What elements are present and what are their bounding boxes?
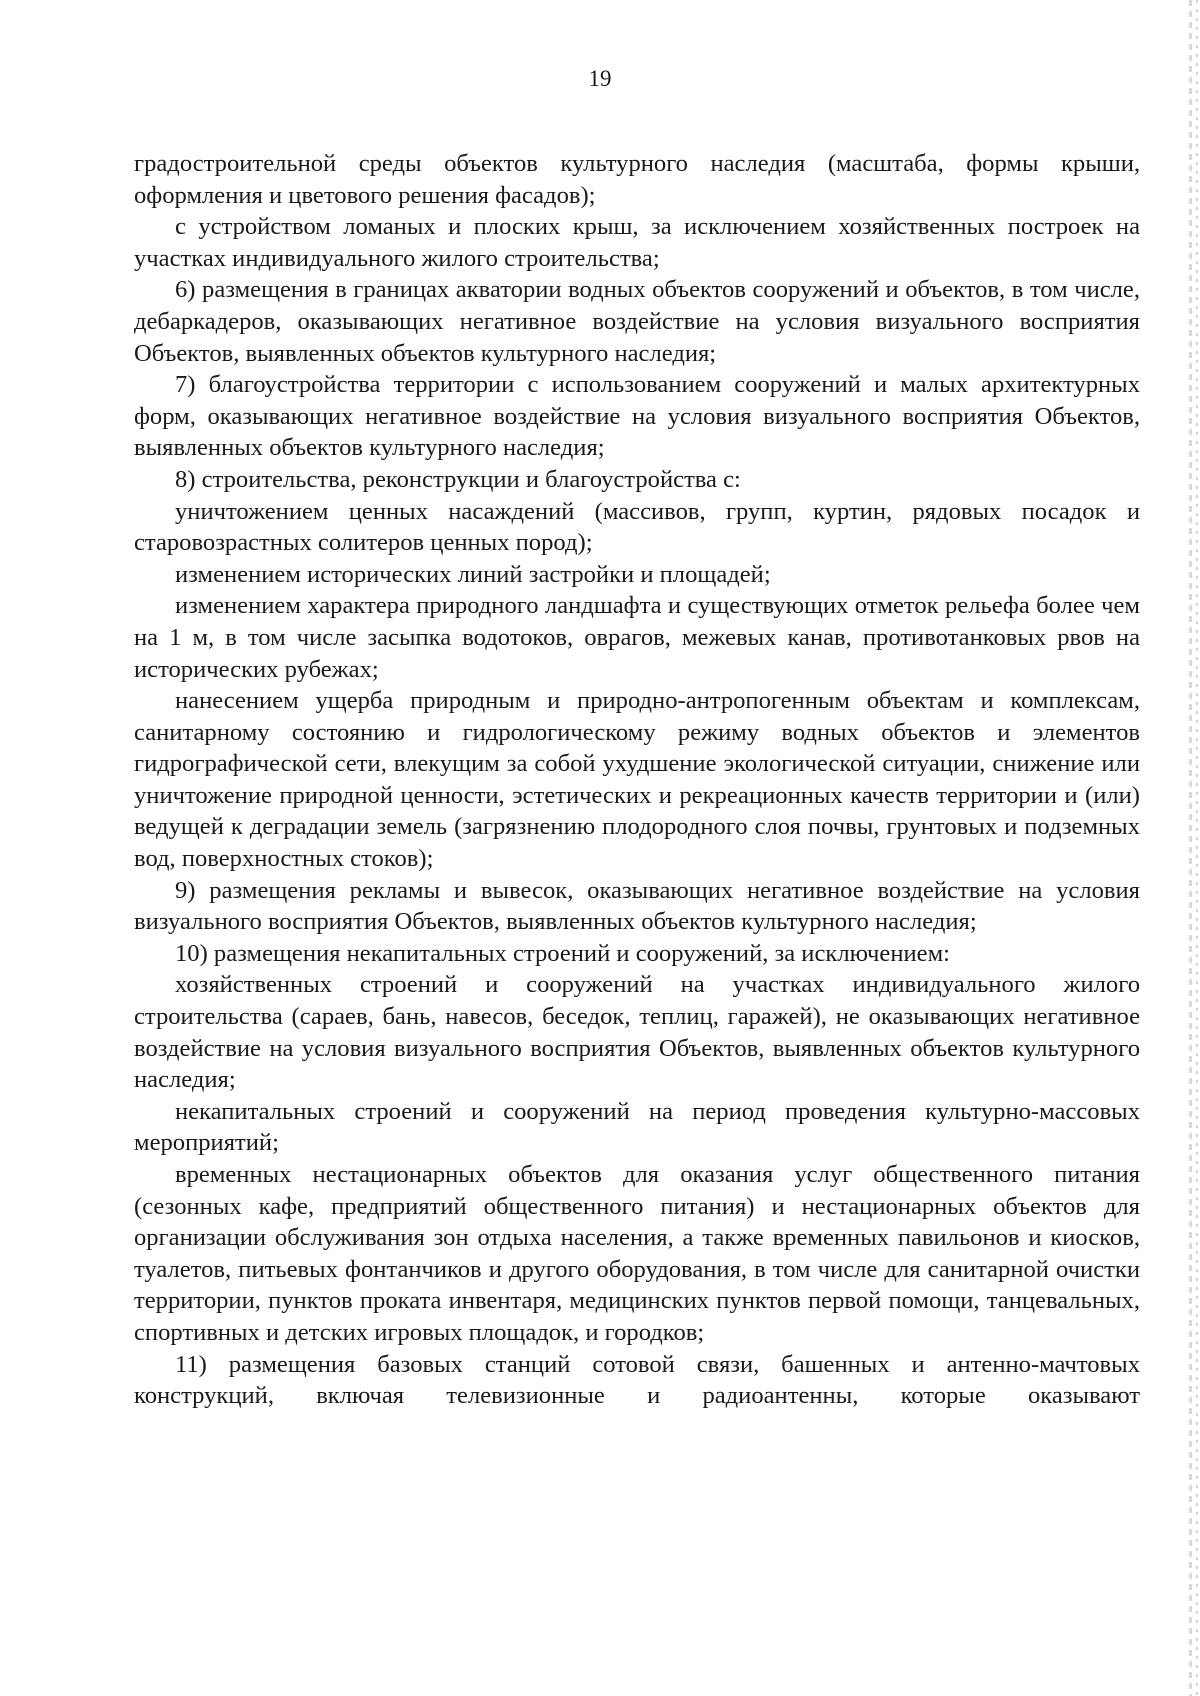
paragraph: нанесением ущерба природным и природно-антропогенным объектам и комплексам, санитарному состоянию и гидрологическому режиму водных объектов и элементов гидрографической сети, влекущим за собой ухудшение экологической ситуации, снижение или уничтожение природной ценности, эстетических и рекреационных качеств территории и (или) ведущей к деградации земель (загрязнению плодородного слоя почвы, грунтовых и подземных вод, поверхностных стоков); [134,687,1140,873]
paragraph-continuation: градостроительной среды объектов культурного наследия (масштаба, формы крыши, оформления и цветового решения фасадов); [134,150,1140,209]
paragraph: хозяйственных строений и сооружений на участках индивидуального жилого строительства (сараев, бань, навесов, беседок, теплиц, гаражей), не оказывающих негативное воздействие на условия визуального восприятия Объектов, выявленных объектов культурного наследия; [134,971,1140,1094]
paragraph-item-9: 9) размещения рекламы и вывесок, оказывающих негативное воздействие на условия визуального восприятия Объектов, выявленных объектов культурного наследия; [134,876,1140,936]
paragraph: временных нестационарных объектов для оказания услуг общественного питания (сезонных кафе, предприятий общественного питания) и нестационарных объектов для организации обслуживания зон отдыха населения, а также временных павильонов и киосков, туалетов, питьевых фонтанчиков и другого оборудования, в том числе для санитарной очистки территории, пунктов проката инвентаря, медицинских пунктов первой помощи, танцевальных, спортивных и детских игровых площадок, и городков; [134,1161,1140,1346]
page-number: 19 [588,66,612,91]
paragraph-item-6: 6) размещения в границах акватории водных объектов сооружений и объектов, в том числе, дебаркадеров, оказывающих негативное воздействие на условия визуального восприятия Объектов, выявленных объектов культурного наследия; [134,276,1140,367]
paragraph: некапитальных строений и сооружений на период проведения культурно-массовых мероприятий; [134,1097,1140,1157]
paragraph: с устройством ломаных и плоских крыш, за исключением хозяйственных построек на участках индивидуального жилого строительства; [134,213,1140,272]
paragraph-item-7: 7) благоустройства территории с использованием сооружений и малых архитектурных форм, оказывающих негативное воздействие на условия визуального восприятия Объектов, выявленных объектов культурного наследия; [134,371,1140,462]
paragraph-item-10: 10) размещения некапитальных строений и сооружений, за исключением: [175,939,950,967]
scan-edge-artifact [1196,0,1198,1696]
document-body [134,148,1140,1412]
paragraph: изменением исторических линий застройки и площадей; [175,560,771,588]
scan-edge-artifact [1189,0,1192,1696]
paragraph: изменением характера природного ландшафта и существующих отметок рельефа более чем на 1 м, в том числе засыпка водотоков, оврагов, межевых канав, противотанковых рвов на исторических рубежах; [134,592,1140,683]
paragraph-item-11: 11) размещения базовых станций сотовой связи, башенных и антенно-мачтовых конструкций, включая телевизионные и радиоантенны, которые оказывают [134,1350,1140,1410]
paragraph: уничтожением ценных насаждений (массивов, групп, куртин, рядовых посадок и старовозрастных солитеров ценных пород); [134,497,1140,557]
paragraph-item-8: 8) строительства, реконструкции и благоустройства с: [175,465,741,493]
